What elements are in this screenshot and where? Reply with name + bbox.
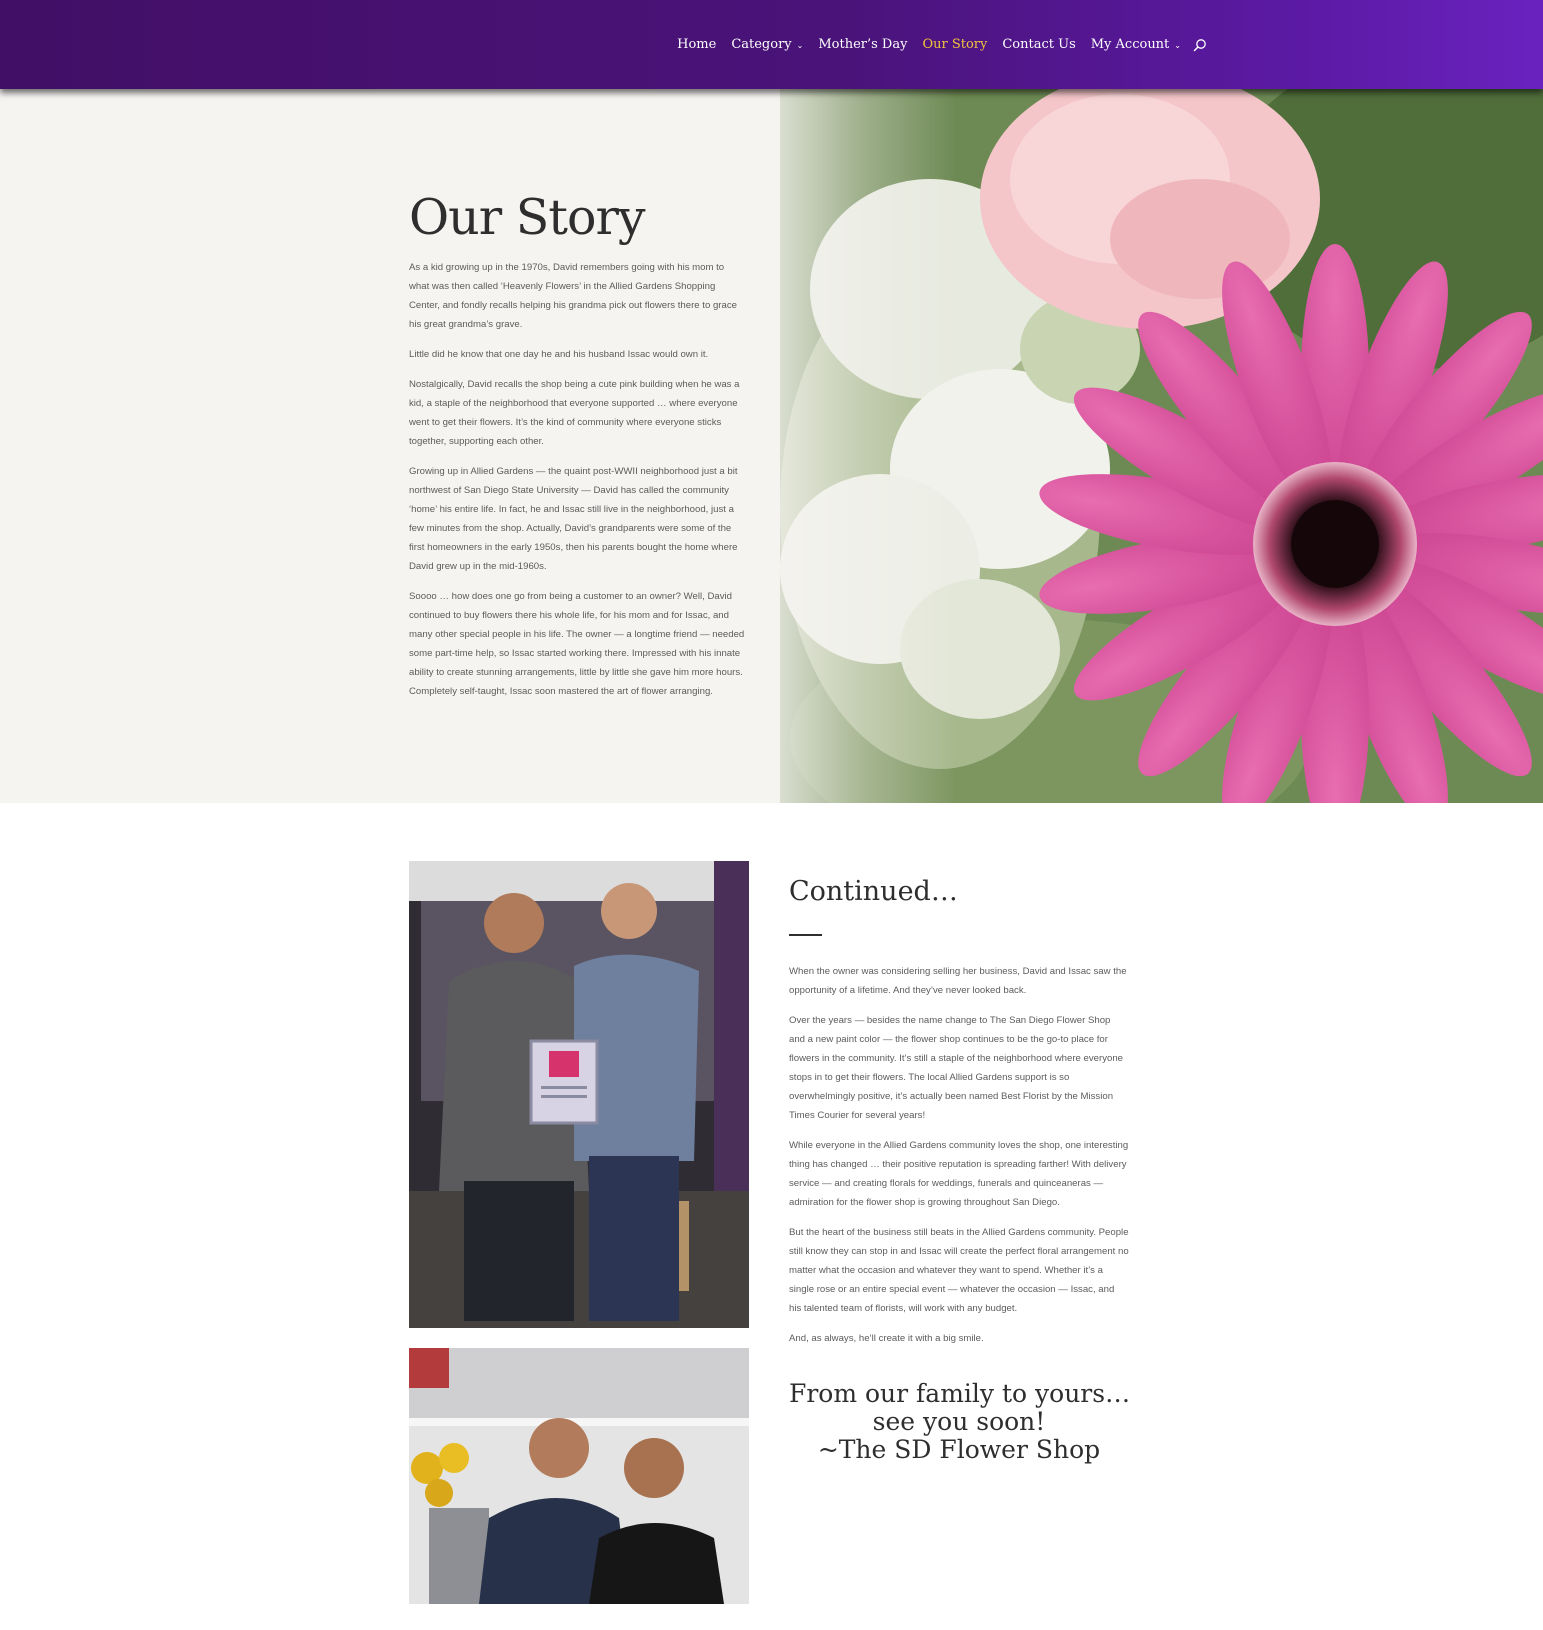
chevron-down-icon: ⌄ — [796, 41, 804, 50]
our-story-hero — [0, 89, 1543, 803]
nav-category-label: Category — [731, 37, 792, 52]
page-title: Our Story — [409, 189, 645, 246]
continued-heading: Continued… — [789, 876, 958, 907]
main-menu — [662, 0, 1207, 89]
closing-line: From our family to yours… — [789, 1379, 1131, 1408]
continued-paragraph: But the heart of the business still beats in the Allied Gardens community. People still know they can stop in and Issac will create the perfect floral arrangement no matter what the occasion and whatever they want to spend. Whether it’s a single rose or an entire special event — whatever the occasion — Issac, and his talented team of florists, will work with any budget. — [789, 1227, 1129, 1314]
nav-home[interactable]: Home — [677, 37, 717, 52]
continued-paragraph: Over the years — besides the name change to The San Diego Flower Shop and a new paint color — the flower shop continues to be the go-to place for flowers in the community. It’s still a staple of the neighborhood where everyone stops in to get their flowers. The local Allied Gardens support is so overwhelmingly positive, it’s actually been named Best Florist by the Mission Times Courier for several years! — [789, 1015, 1124, 1121]
continued-paragraph: When the owner was considering selling her business, David and Issac saw the opportunity of a lifetime. And they’ve never looked back. — [789, 966, 1127, 996]
story-paragraph: Nostalgically, David recalls the shop being a cute pink building when he was a kid, a staple of the neighborhood that everyone supported … where everyone went to get their flowers. It’s the kind of community where everyone sticks together, supporting each other. — [409, 379, 740, 447]
story-paragraph: As a kid growing up in the 1970s, David remembers going with his mom to what was then called ‘Heavenly Flowers’ in the Allied Gardens Shopping Center, and fondly recalls helping his grandma pick out flowers there to grace his great grandma’s grave. — [409, 262, 737, 330]
nav-contact-us[interactable]: Contact Us — [1002, 37, 1076, 52]
chevron-down-icon: ⌄ — [1174, 41, 1181, 50]
nav-category[interactable] — [731, 37, 803, 52]
continued-paragraph: And, as always, he’ll create it with a big smile. — [789, 1333, 984, 1344]
nav-our-story[interactable]: Our Story — [922, 37, 988, 52]
closing-message — [789, 1380, 1129, 1464]
continued-paragraph: While everyone in the Allied Gardens community loves the shop, one interesting thing has changed … their positive reputation is spreading farther! With delivery service — and creating florals for weddings, funerals and quinceaneras — admiration for the flower shop is growing throughout San Diego. — [789, 1140, 1129, 1208]
nav-mothers-day[interactable]: Mother’s Day — [818, 37, 908, 52]
story-paragraph: Soooo … how does one go from being a customer to an owner? Well, David continued to buy flowers there his whole life, for his mom and for Issac, and many other special people in his life. The owner — a longtime friend — needed some part-time help, so Issac started working there. Impressed with his innate ability to create stunning arrangements, little by little she gave him more hours. Completely self-taught, Issac soon mastered the art of flower arranging. — [409, 591, 745, 697]
top-navigation-bar — [0, 0, 1543, 89]
story-paragraph: Growing up in Allied Gardens — the quaint post-WWII neighborhood just a bit northwest of San Diego State University — David has called the community ‘home’ his entire life. In fact, he and Issac still live in the neighborhood, just a few minutes from the shop. Actually, David’s grandparents were some of the first homeowners in the early 1950s, then his parents bought the home where David grew up in the mid-1960s. — [409, 466, 738, 572]
owners-award-photo — [409, 861, 749, 1328]
closing-line: see you soon! — [872, 1407, 1046, 1436]
story-paragraph: Little did he know that one day he and his husband Issac would own it. — [409, 349, 709, 360]
our-story-text-block — [409, 189, 745, 712]
nav-my-account[interactable] — [1091, 37, 1181, 52]
search-icon[interactable] — [1193, 38, 1207, 52]
continued-section — [789, 872, 1129, 1359]
flower-background-image — [0, 89, 1543, 803]
nav-my-account-label: My Account — [1090, 37, 1170, 52]
team-photo — [409, 1348, 749, 1604]
heading-divider — [789, 934, 822, 936]
closing-signature: ~The SD Flower Shop — [817, 1435, 1101, 1464]
